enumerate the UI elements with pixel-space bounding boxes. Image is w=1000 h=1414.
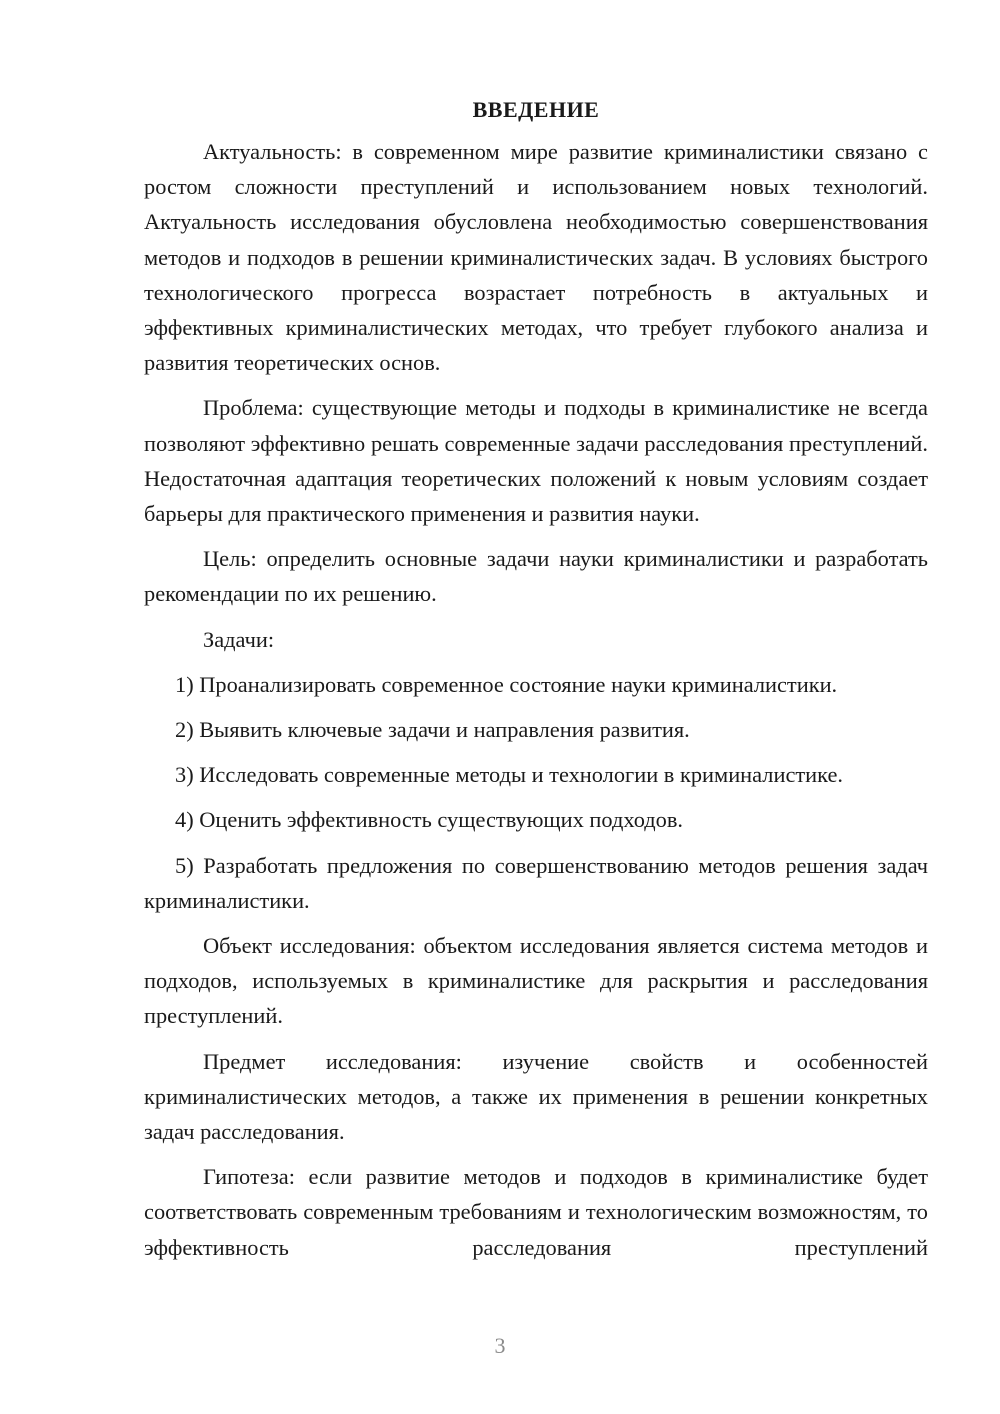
page-title: ВВЕДЕНИЕ [472, 97, 600, 122]
paragraph-hypothesis: Гипотеза: если развитие методов и подходов в криминалистике будет соответствовать современным требованиям и технологическим возможностям, то эффективность расследования преступлений [144, 1164, 928, 1260]
paragraph-object: Объект исследования: объектом исследования является система методов и подходов, используемых в криминалистике для раскрытия и расследования преступлений. [144, 933, 928, 1029]
task-item: 2) Выявить ключевые задачи и направления развития. [175, 717, 690, 743]
task-item: 3) Исследовать современные методы и технологии в криминалистике. [175, 762, 844, 788]
task-item: 4) Оценить эффективность существующих подходов. [175, 807, 684, 833]
task-item: 5) Разработать предложения по совершенствованию методов решения задач криминалистики. [144, 852, 928, 913]
paragraph-subject: Предмет исследования: изучение свойств и особенностей криминалистических методов, а также их применения в решении конкретных задач расследования. [144, 1048, 928, 1145]
tasks-list [144, 667, 928, 918]
tasks-label: Задачи: [203, 626, 275, 652]
document-page [144, 92, 928, 1275]
page-number: 3 [494, 1333, 506, 1358]
paragraph-relevance: Актуальность: в современном мире развитие криминалистики связано с ростом сложности преступлений и использованием новых технологий. Актуальность исследования обусловлена необходимостью совершенствования методов и подходов в решении криминалистических задач. В условиях быстрого технологического прогресса возрастает потребность в актуальных и эффективных криминалистических методах, что требует глубокого анализа и развития теоретических основ. [144, 139, 928, 376]
paragraph-goal: Цель: определить основные задачи науки криминалистики и разработать рекомендации по их решению. [144, 546, 928, 607]
paragraph-problem: Проблема: существующие методы и подходы в криминалистике не всегда позволяют эффективно решать современные задачи расследования преступлений. Недостаточная адаптация теоретических положений к новым условиям создает барьеры для практического применения и развития науки. [144, 395, 928, 527]
task-item: 1) Проанализировать современное состояние науки криминалистики. [175, 671, 838, 697]
